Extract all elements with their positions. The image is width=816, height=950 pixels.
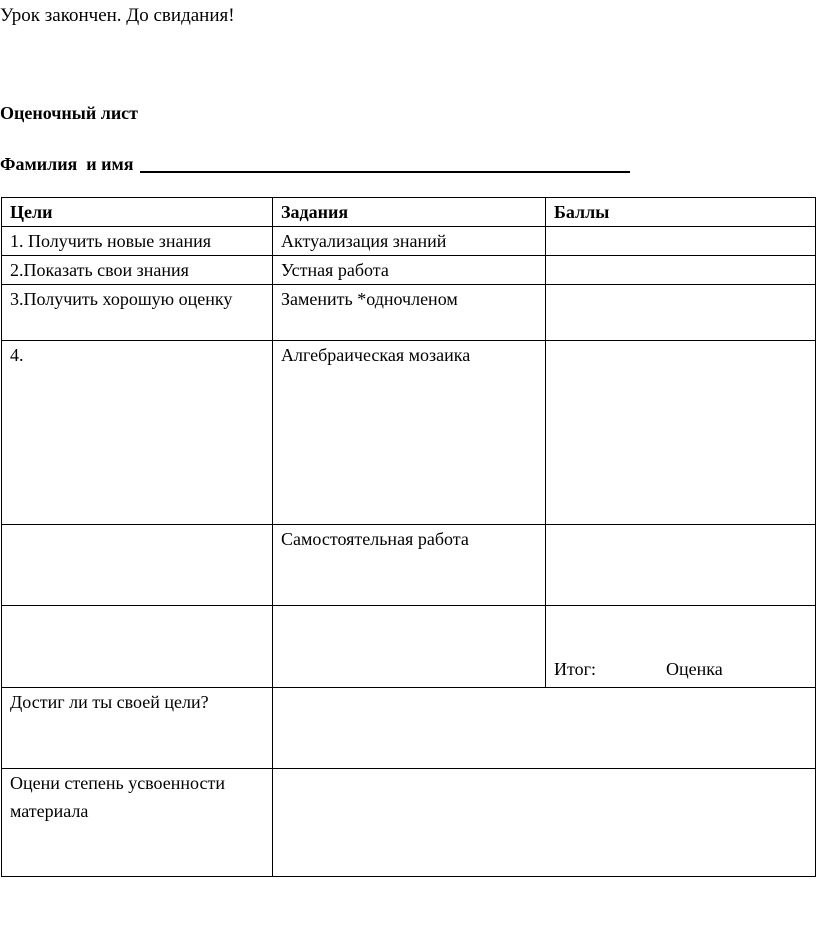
goal-cell: 2.Показать свои знания [2,256,273,285]
name-field [0,152,630,176]
reflection-question: Оцени степень усвоенности материала [2,769,273,877]
reflection-row [2,769,816,877]
goal-cell: 1. Получить новые знания [2,227,273,256]
table-row [2,227,816,256]
goal-cell: 3.Получить хорошую оценку [2,285,273,341]
closing-message: Урок закончен. До свидания! [0,5,235,26]
header-points: Баллы [546,198,816,227]
sheet-title: Оценочный лист [0,103,139,123]
header-tasks: Задания [273,198,546,227]
goal-cell [2,525,273,606]
total-row [2,606,816,688]
header-goals: Цели [2,198,273,227]
task-cell: Заменить *одночленом [273,285,546,341]
reflection-answer[interactable] [273,769,816,877]
task-cell: Самостоятельная работа [273,525,546,606]
reflection-answer[interactable] [273,688,816,769]
name-label: Фамилия и имя [0,154,134,174]
score-cell[interactable] [546,227,816,256]
reflection-question: Достиг ли ты своей цели? [2,688,273,769]
empty-goal-cell [2,606,273,688]
grade-label: Оценка [666,659,723,679]
evaluation-table [1,197,816,877]
table-row [2,341,816,525]
task-cell: Устная работа [273,256,546,285]
table-header-row [2,198,816,227]
name-blank-line[interactable] [140,152,630,173]
total-label: Итог: [554,659,597,679]
total-cell[interactable] [546,606,816,688]
goal-cell: 4. [2,341,273,525]
score-cell[interactable] [546,525,816,606]
empty-task-cell [273,606,546,688]
table-row [2,525,816,606]
task-cell: Актуализация знаний [273,227,546,256]
score-cell[interactable] [546,285,816,341]
task-cell: Алгебраическая мозаика [273,341,546,525]
score-cell[interactable] [546,341,816,525]
score-cell[interactable] [546,256,816,285]
table-row [2,285,816,341]
table-row [2,256,816,285]
reflection-row [2,688,816,769]
